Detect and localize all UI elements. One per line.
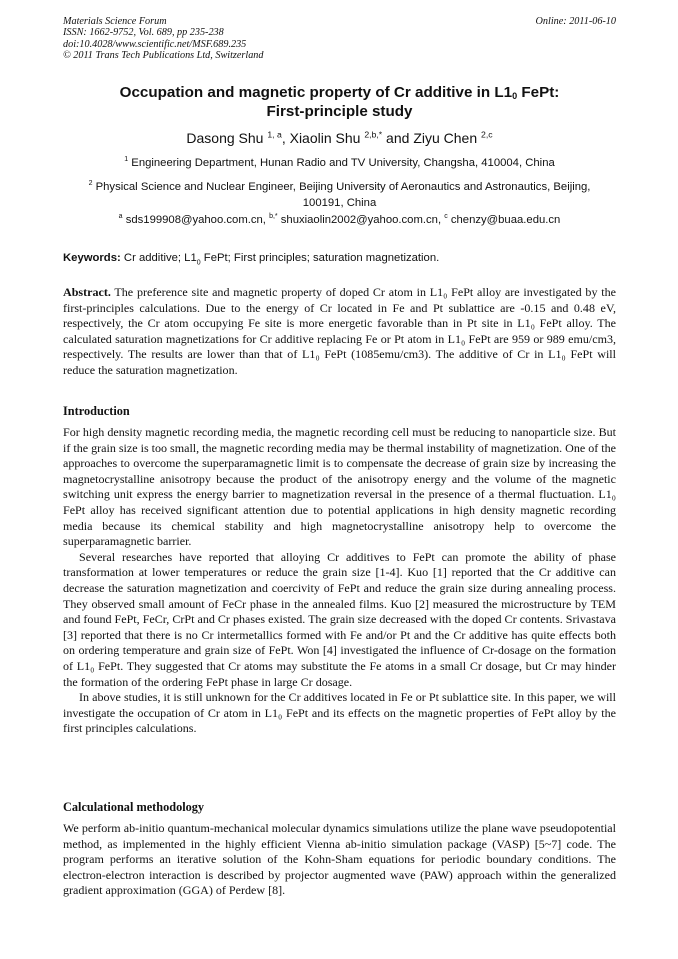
abstract-label: Abstract.	[63, 285, 111, 299]
title-subscript: 0	[512, 91, 518, 101]
email-address[interactable]: shuxiaolin2002@yahoo.com.cn	[280, 214, 438, 226]
section-heading-methodology: Calculational methodology	[63, 800, 205, 814]
title-line1-end: FePt:	[517, 84, 560, 101]
online-date: Online: 2011-06-10	[535, 16, 616, 27]
author-name: Dasong Shu	[186, 130, 264, 146]
author-list	[63, 129, 616, 147]
keywords-label: Keywords:	[63, 252, 121, 264]
keywords	[63, 251, 616, 265]
paragraph: We perform ab-initio quantum-mechanical molecular dynamics simulations utilize the plane wave pseudopotential method, as implemented in the highly efficient Vienna ab-initio simulation package (VASP) [5~7] code. The program performs an iterative solution of the Kohn-Sham equations for periodic boundary conditions. The electron-electron interaction is described by projector augmented wave (PAW) approach within the generalized gradient approximation (GGA) of Perdew [8].	[63, 821, 616, 898]
email-list: $^a$ sds199908@yahoo.com.cn, $^{b,*}$ shuxiaolin2002@yahoo.com.cn, $^c$ chenzy@buaa.edu.cn	[118, 213, 561, 226]
author-name: Xiaolin Shu	[289, 130, 361, 146]
issn-line: ISSN: 1662-9752, Vol. 689, pp 235-238	[63, 27, 224, 39]
affiliation-mark: 1	[124, 156, 129, 164]
journal-header	[63, 16, 616, 62]
author-name: Ziyu Chen	[413, 130, 478, 146]
title-line2: First-principle study	[266, 103, 413, 120]
author-separator: and	[382, 130, 414, 146]
keywords-text-end: FePt; First principles; saturation magnetization.	[200, 252, 440, 264]
journal-name: Materials Science Forum	[63, 16, 167, 27]
author-separator: ,	[281, 130, 290, 146]
email-mark: a	[118, 213, 123, 221]
paragraph: In above studies, it is still unknown for the Cr additives located in Fe or Pt sublattice site. In this paper, we will investigate the occupation of Cr atom in L1₀ FePt and its effects on the magnetic properties of FePt alloy by the first principles calculations.	[63, 690, 616, 736]
author-mark: 2,b,*	[364, 129, 383, 140]
email-address[interactable]: chenzy@buaa.edu.cn	[450, 214, 561, 226]
section-heading-introduction: Introduction	[63, 404, 130, 418]
abstract	[63, 285, 616, 379]
affiliation-text: Physical Science and Nuclear Engineer, Beijing University of Aeronautics and Astronautics, Beijing, 100191, China	[95, 181, 591, 209]
affiliation-mark: 2	[88, 180, 93, 188]
doi-line: doi:10.4028/www.scientific.net/MSF.689.235	[63, 38, 247, 50]
paragraph: Several researches have reported that alloying Cr additives to FePt can promote the ability of phase transformation at lower temperatures or reduce the grain size [1-4]. Kuo [1] reported that the Cr additive can decrease the saturation magnetization and coercivity of FePt and reduce the grain size during annealing process. They observed small amount of FeCr phase in the annealed films. Kuo [2] measured the microstructure by TEM and found FePt, FeCr, CrPt and Cr phases existed. The grain size decreased with the doped Cr contents. Srivastava [3] reported that there is no Cr intermetallics formed with Fe and/or Pt and the Cr additive has quite effects both on ordering temperature and grain size of FePt. Won [4] investigated the influence of Cr-dosage on the formation of L1₀ FePt. They suggested that Cr atoms may substitute the Fe atoms in a small Cr dosage, but Cr may hinder the formation of the ordering FePt phase in large Cr dosage.	[63, 549, 616, 689]
email-mark: b,*	[269, 213, 278, 221]
keywords-subscript: 0	[196, 259, 201, 267]
affiliation-1	[72, 156, 607, 172]
email-address[interactable]: sds199908@yahoo.com.cn	[125, 214, 263, 226]
author-mark: 2,c	[481, 129, 493, 140]
abstract-text: The preference site and magnetic property of doped Cr atom in L1₀ FePt alloy are investigated by the first-principles calculations. Due to the energy of Cr located in Fe and Pt sublattice are -0.15 and 0.48 eV, respectively, the Cr atom occupying Fe site is more energetic favorable than in Pt site in L1₀ FePt alloy. The calculated saturation magnetizations for Cr additive replacing Fe or Pt atom in L1₀ FePt are 959 or 989 emu/cm3, respectively. The results are lower than that of L1₀ FePt (1085emu/cm3). The additive of Cr in L1₀ FePt will reduce the saturation magnetization.	[63, 285, 616, 377]
paragraph: For high density magnetic recording media, the magnetic recording cell must be reducing to nanoparticle size. But if the grain size is too small, the magnetic recording media may be thermal instability of magnetization. One of the approaches to overcome the superparamagnetic limit is to compensate the decrease of grain size by increasing the magnetocrystalline anisotropy because the product of the anisotropy energy and the volume of the magnetic switching unit express the energy barrier to magnetization reversal in the presence of a thermal fluctuation. L1₀ FePt alloy has received significant attention due to potential applications in high density magnetic recording media because its chemical stability and high magnetocrystalline anisotropy help to overcome the superparamagnetic barrier.	[63, 425, 616, 549]
copyright-line: © 2011 Trans Tech Publications Ltd, Switzerland	[63, 50, 264, 62]
keywords-text: Cr additive; L1	[120, 252, 197, 264]
author-mark: 1, a	[267, 129, 282, 140]
paper-title	[63, 83, 616, 121]
introduction-body	[63, 425, 616, 737]
email-mark: c	[444, 213, 448, 221]
methodology-body	[63, 821, 616, 899]
affiliation-2	[72, 180, 607, 211]
title-line1: Occupation and magnetic property of Cr additive in L1	[119, 84, 513, 101]
affiliation-text: Engineering Department, Hunan Radio and TV University, Changsha, 410004, China	[131, 157, 555, 169]
